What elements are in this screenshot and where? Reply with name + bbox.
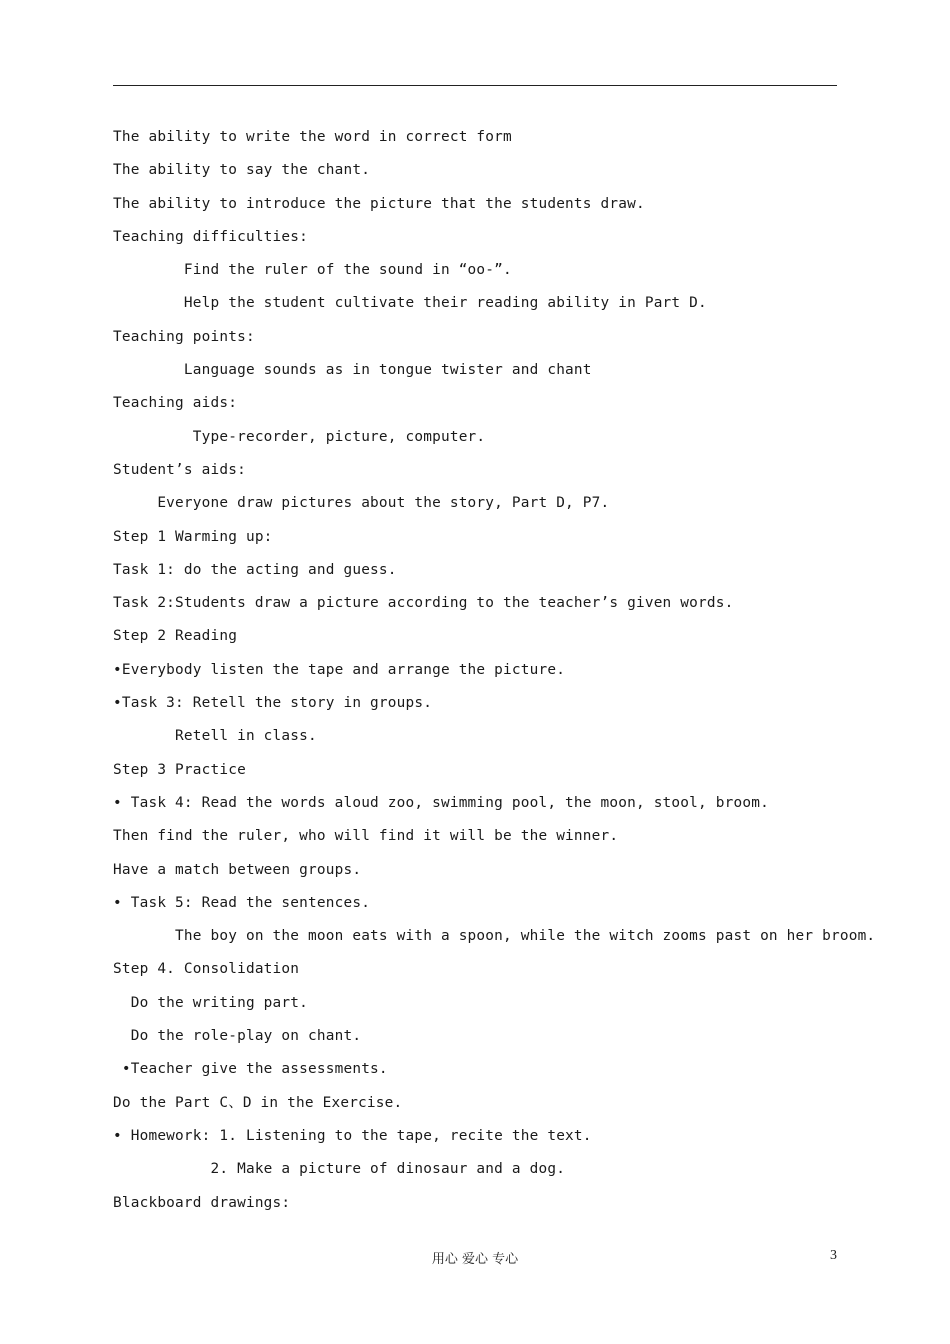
text-line: Do the writing part. [113,994,309,1011]
text-line: Do the role-play on chant. [113,1028,362,1045]
section-heading: Blackboard drawings: [113,1194,291,1211]
section-heading: Step 4. Consolidation [113,961,300,978]
text-line: Type-recorder, picture, computer. [113,428,486,445]
text-line: Then find the ruler, who will find it will be the winner. [113,828,619,845]
bullet-line: •Everybody listen the tape and arrange the picture. [113,661,566,678]
text-line: The boy on the moon eats with a spoon, while the witch zooms past on her broom. [113,928,876,945]
section-heading: Teaching points: [113,328,255,345]
text-line: Task 1: do the acting and guess. [113,561,397,578]
bullet-line: • Homework: 1. Listening to the tape, recite the text. [113,1127,592,1144]
header-rule [113,85,837,86]
section-heading: Step 1 Warming up: [113,528,273,545]
footer-text: 用心 爱心 专心 [431,1252,519,1267]
text-line: 2. Make a picture of dinosaur and a dog. [113,1161,566,1178]
text-line: The ability to say the chant. [113,162,371,179]
document-body [113,124,876,1223]
text-line: Help the student cultivate their reading ability in Part D. [113,295,707,312]
text-line: Do the Part C、D in the Exercise. [113,1094,403,1111]
bullet-line: • Task 4: Read the words aloud zoo, swimming pool, the moon, stool, broom. [113,794,769,811]
section-heading: Step 2 Reading [113,628,238,645]
bullet-line: •Teacher give the assessments. [113,1061,388,1078]
text-line: Retell in class. [113,728,317,745]
page-number: 3 [830,1248,837,1263]
text-line: The ability to introduce the picture that the students draw. [113,195,645,212]
text-line: Have a match between groups. [113,861,362,878]
section-heading: Teaching difficulties: [113,228,309,245]
section-heading: Teaching aids: [113,395,238,412]
section-heading: Step 3 Practice [113,761,246,778]
bullet-line: • Task 5: Read the sentences. [113,894,371,911]
text-line: Language sounds as in tongue twister and chant [113,362,592,379]
text-line: Task 2:Students draw a picture according to the teacher’s given words. [113,595,734,612]
text-line: Find the ruler of the sound in “oo-”. [113,262,512,279]
text-line: Everyone draw pictures about the story, Part D, P7. [113,495,610,512]
section-heading: Student’s aids: [113,461,246,478]
text-line: The ability to write the word in correct form [113,129,512,145]
bullet-line: •Task 3: Retell the story in groups. [113,695,433,712]
